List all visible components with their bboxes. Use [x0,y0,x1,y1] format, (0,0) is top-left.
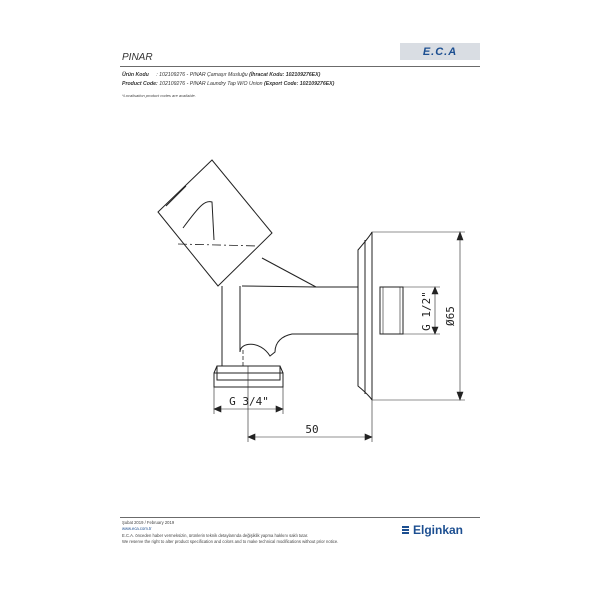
outlet-nut [214,366,283,387]
length-label: 50 [305,423,319,436]
wall-flange [358,232,372,400]
footer-notice-en: We reserve the right to alter product specification and colors and to make technical modifications without prior notice. [122,539,339,544]
footer-divider [120,517,480,518]
flange-diameter-label: Ø65 [444,306,457,326]
outlet-thread-label: G 3/4" [229,395,269,408]
inlet-thread-label: G 1/2" [420,291,433,331]
logo-text: E.C.A [422,45,458,58]
export-code-en: (Export Code: 102109276EX) [264,81,335,87]
product-code-tr-label: Ürün Kodu [122,72,149,78]
page-title: PINAR [122,52,153,63]
tap-handle [158,160,272,286]
product-code-en-label: Product Code: [122,81,158,87]
brand-name: Elginkan [413,523,464,537]
inlet-thread [380,287,403,334]
export-code-tr: (İhracat Kodu: 102109276EX) [249,72,321,78]
footer-notice-tr: E.C.A. önceden haber vermeksizin, ürünlerin teknik detaylarında değişiklik yapma hakkını saklı tutar. [122,533,309,538]
tap-body [222,258,358,366]
product-code-tr-value: : 102109276 - PINAR Çamaşır Musluğu [156,72,248,78]
localisation-note: *Localisation product codes are available. [122,93,196,98]
product-code-en-value: 102109276 - PINAR Laundry Tap W/O Union [159,81,263,87]
elginkan-mark-icon [402,526,409,534]
elginkan-logo [402,523,463,537]
footer-website[interactable]: www.eca.com.tr [122,526,152,531]
footer-date: Şubat 2019 / February 2019 [122,520,175,525]
